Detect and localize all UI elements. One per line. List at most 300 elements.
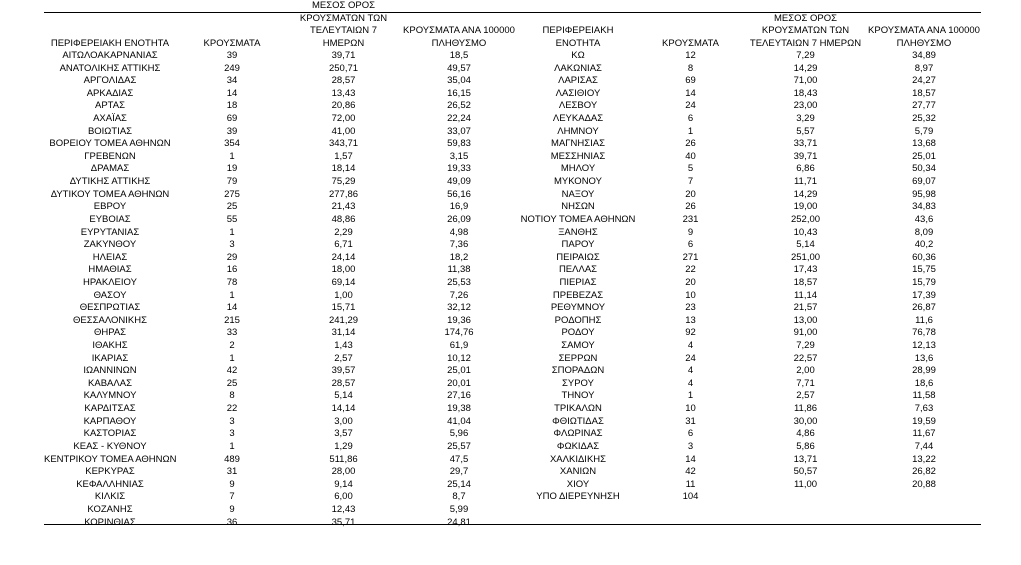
- per100k-cell: 3,15: [449, 150, 469, 162]
- per100k-cell: 47,5: [449, 453, 469, 465]
- table-row: [519, 189, 981, 202]
- per100k-cell: 26,52: [447, 100, 471, 112]
- cases-cell: 16: [226, 264, 238, 276]
- region-cell: ΚΑΡΔΙΤΣΑΣ: [84, 403, 136, 415]
- region-header: ΠΕΡΙΦΕΡΕΙΑΚΗ ΕΝΟΤΗΤΑ: [50, 37, 170, 49]
- table-row: [44, 100, 519, 113]
- avg7-cell: 72,00: [331, 113, 356, 125]
- table-row: [44, 390, 519, 403]
- avg7-cell: 19,00: [793, 201, 818, 213]
- region-cell: ΧΑΛΚΙΔΙΚΗΣ: [549, 453, 607, 465]
- per100k-cell: 7,36: [449, 239, 469, 251]
- per100k-cell: 11,67: [912, 428, 936, 440]
- table-row: [44, 491, 519, 504]
- per100k-cell: 19,38: [447, 403, 471, 415]
- avg7-cell: 343,71: [328, 138, 359, 150]
- per100k-cell: 5,96: [449, 428, 469, 440]
- cases-cell: 1: [687, 125, 694, 137]
- avg7-cell: 9,14: [334, 478, 353, 490]
- cases-cell: 29: [226, 251, 238, 263]
- cases-cell: 31: [685, 415, 696, 427]
- cases-cell: 249: [224, 62, 240, 74]
- cases-cell: 4: [687, 377, 694, 389]
- avg7-cell: 41,00: [331, 125, 356, 137]
- cases-cell: 36: [226, 516, 238, 528]
- table-row: [519, 63, 981, 76]
- region-cell: ΡΟΔΟΠΗΣ: [554, 314, 602, 326]
- cases-cell: 39: [226, 125, 238, 137]
- region-cell: ΣΕΡΡΩΝ: [558, 352, 598, 364]
- avg7-cell: 7,29: [796, 340, 815, 352]
- avg7-cell: 31,14: [331, 327, 356, 339]
- table-row: [519, 126, 981, 139]
- table-row: [44, 113, 519, 126]
- table-row: [519, 214, 981, 227]
- per100k-cell: 76,78: [912, 327, 936, 339]
- cases-cell: 13: [685, 314, 696, 326]
- cases-cell: 215: [224, 314, 240, 326]
- cases-cell: 25: [226, 377, 238, 389]
- region-cell: ΗΡΑΚΛΕΙΟΥ: [83, 276, 137, 288]
- cases-cell: 1: [229, 289, 235, 301]
- per100k-cell: 26,82: [912, 466, 936, 478]
- table-row: [519, 176, 981, 189]
- per100k-cell: 7,63: [914, 403, 934, 415]
- avg7-cell: 75,29: [331, 176, 356, 188]
- avg7-cell: 28,57: [331, 377, 356, 389]
- table-row: [519, 163, 981, 176]
- region-cell: ΙΩΑΝΝΙΝΩΝ: [83, 365, 137, 377]
- region-cell: ΚΕΦΑΛΛΗΝΙΑΣ: [76, 478, 144, 490]
- per100k-cell: 25,01: [447, 365, 471, 377]
- per100k-cell: 11,38: [447, 264, 471, 276]
- region-cell: ΠΑΡΟΥ: [561, 239, 595, 251]
- region-cell: ΖΑΚΥΝΘΟΥ: [83, 239, 137, 251]
- avg7-cell: 2,29: [334, 226, 353, 238]
- cases-cell: 1: [229, 150, 235, 162]
- cases-cell: 12: [685, 50, 696, 61]
- per100k-cell: 61,9: [449, 340, 469, 352]
- avg7-cell: 21,43: [331, 201, 356, 213]
- table-row: [44, 315, 519, 328]
- region-cell: ΦΛΩΡΙΝΑΣ: [553, 428, 603, 440]
- per100k-cell: 5,79: [914, 125, 934, 137]
- cases-cell: 3: [229, 428, 235, 440]
- avg7-cell: 1,57: [334, 150, 353, 162]
- cases-cell: 3: [687, 440, 694, 452]
- per100k-cell: 33,07: [447, 125, 471, 137]
- table-row: [519, 353, 981, 366]
- table-row: [44, 290, 519, 303]
- table-row: [44, 403, 519, 416]
- per100k-cell: 18,57: [912, 87, 936, 99]
- per100k-cell: 8,97: [914, 62, 934, 74]
- per100k-header: ΚΡΟΥΣΜΑΤΑ ΑΝΑ 100000 ΠΛΗΘΥΣΜΟ: [868, 25, 980, 49]
- table-row: [519, 428, 981, 441]
- region-cell: ΦΩΚΙΔΑΣ: [556, 440, 600, 452]
- region-cell: ΙΘΑΚΗΣ: [92, 340, 128, 352]
- table-row: [44, 201, 519, 214]
- table-row: [44, 88, 519, 101]
- per100k-cell: 29,7: [449, 466, 469, 478]
- table-body: [44, 50, 519, 529]
- table-row: [44, 353, 519, 366]
- cases-cell: 14: [685, 87, 696, 99]
- table-row: [44, 466, 519, 479]
- avg7-cell: 1,29: [334, 440, 353, 452]
- table-row: [519, 403, 981, 416]
- avg7-cell: 7,29: [796, 50, 815, 61]
- region-cell: ΜΗΛΟΥ: [560, 163, 596, 175]
- region-cell: ΣΑΜΟΥ: [561, 340, 595, 352]
- region-cell: ΝΟΤΙΟΥ ΤΟΜΕΑ ΑΘΗΝΩΝ: [520, 213, 636, 225]
- table-row: [519, 252, 981, 265]
- table-row: [44, 151, 519, 164]
- region-cell: ΜΥΚΟΝΟΥ: [554, 176, 602, 188]
- per100k-cell: [867, 491, 981, 504]
- avg7-cell: 39,71: [793, 150, 818, 162]
- per100k-cell: 35,04: [447, 75, 471, 87]
- per100k-cell: 27,77: [912, 100, 936, 112]
- per100k-cell: 4,98: [449, 226, 469, 238]
- per100k-cell: 13,22: [912, 453, 936, 465]
- table-row: [519, 50, 981, 63]
- cases-cell: 4: [687, 365, 694, 377]
- table-row: [44, 50, 519, 63]
- region-cell: ΚΕΡΚΥΡΑΣ: [85, 466, 135, 478]
- per100k-cell: 18,5: [449, 50, 469, 61]
- cases-cell: 40: [685, 150, 696, 162]
- cases-cell: 2: [229, 340, 235, 352]
- avg7-cell: 6,86: [796, 163, 815, 175]
- per100k-cell: 19,59: [912, 415, 936, 427]
- cases-cell: 271: [682, 251, 699, 263]
- cases-cell: 55: [226, 213, 238, 225]
- table-row: [44, 239, 519, 252]
- region-cell: ΔΥΤΙΚΗΣ ΑΤΤΙΚΗΣ: [69, 176, 151, 188]
- table-row: [44, 277, 519, 290]
- region-cell: ΛΑΚΩΝΙΑΣ: [554, 62, 602, 74]
- avg7-cell: 18,43: [793, 87, 818, 99]
- table-row: [519, 239, 981, 252]
- avg7-cell: 30,00: [793, 415, 818, 427]
- per100k-cell: 15,75: [912, 264, 936, 276]
- region-cell: ΠΙΕΡΙΑΣ: [559, 276, 597, 288]
- avg7-cell: 13,00: [793, 314, 818, 326]
- cases-cell: 33: [226, 327, 238, 339]
- cases-cell: 22: [685, 264, 696, 276]
- per100k-cell: 18,2: [449, 251, 469, 263]
- table-row: [519, 365, 981, 378]
- table-row: [519, 454, 981, 467]
- avg7-cell: 48,86: [331, 213, 356, 225]
- table-row: [44, 479, 519, 492]
- cases-cell: 4: [687, 340, 694, 352]
- avg7-header: ΜΕΣΟΣ ΟΡΟΣ ΚΡΟΥΣΜΑΤΩΝ ΤΩΝ ΤΕΛΕΥΤΑΙΩΝ 7 ΗΜΕΡΩΝ: [749, 12, 862, 49]
- cases-cell: 104: [682, 491, 699, 503]
- per100k-cell: 15,79: [912, 276, 936, 288]
- avg7-cell: 17,43: [793, 264, 818, 276]
- region-cell: ΡΟΔΟΥ: [561, 327, 595, 339]
- region-cell: ΒΟΡΕΙΟΥ ΤΟΜΕΑ ΑΘΗΝΩΝ: [49, 138, 171, 150]
- region-cell: ΚΑΛΥΜΝΟΥ: [83, 390, 137, 402]
- table-row: [44, 189, 519, 202]
- avg7-cell: 13,71: [793, 453, 818, 465]
- cases-cell: 275: [224, 188, 240, 200]
- per100k-cell: 12,13: [912, 340, 936, 352]
- table-row: [44, 504, 519, 517]
- avg7-cell: 35,71: [331, 516, 356, 528]
- per100k-cell: 24,27: [912, 75, 936, 87]
- table-row: [519, 315, 981, 328]
- cases-cell: 26: [685, 201, 696, 213]
- region-cell: ΚΩ: [571, 50, 585, 61]
- region-cell: ΜΑΓΝΗΣΙΑΣ: [551, 138, 605, 150]
- region-cell: ΓΡΕΒΕΝΩΝ: [84, 150, 136, 162]
- region-cell: ΗΛΕΙΑΣ: [92, 251, 128, 263]
- region-cell: ΝΗΣΩΝ: [561, 201, 595, 213]
- cases-cell: 69: [226, 113, 238, 125]
- per100k-cell: 8,09: [914, 226, 934, 238]
- cases-cell: 24: [685, 352, 696, 364]
- per100k-cell: 25,32: [912, 113, 936, 125]
- table-row: [519, 138, 981, 151]
- cases-cell: 3: [229, 239, 235, 251]
- avg7-cell: 7,71: [796, 377, 815, 389]
- per100k-cell: 50,34: [912, 163, 936, 175]
- per100k-header: ΚΡΟΥΣΜΑΤΑ ΑΝΑ 100000 ΠΛΗΘΥΣΜΟ: [403, 25, 515, 49]
- per100k-cell: 17,39: [912, 289, 936, 301]
- cases-cell: 1: [229, 440, 235, 452]
- per100k-cell: 69,07: [912, 176, 936, 188]
- region-cell: ΘΕΣΣΑΛΟΝΙΚΗΣ: [73, 314, 147, 326]
- cases-cell: 231: [682, 213, 699, 225]
- avg7-cell: 14,29: [793, 188, 818, 200]
- table-row: [44, 264, 519, 277]
- avg7-cell: 250,71: [328, 62, 359, 74]
- per100k-cell: 16,15: [447, 87, 471, 99]
- region-cell: ΣΥΡΟΥ: [562, 377, 594, 389]
- table-row: [44, 428, 519, 441]
- avg7-cell: 3,57: [334, 428, 353, 440]
- cases-cell: 7: [229, 491, 235, 503]
- avg7-cell: 6,00: [334, 491, 353, 503]
- region-cell: ΛΕΥΚΑΔΑΣ: [552, 113, 604, 125]
- per100k-cell: 20,88: [912, 478, 936, 490]
- region-cell: ΘΕΣΠΡΩΤΙΑΣ: [79, 302, 141, 314]
- avg7-cell: 5,86: [796, 440, 815, 452]
- region-cell: ΜΕΣΣΗΝΙΑΣ: [550, 150, 606, 162]
- per100k-cell: 34,89: [912, 50, 936, 61]
- avg7-cell: 50,57: [793, 466, 818, 478]
- table-row: [44, 454, 519, 467]
- region-cell: ΑΙΤΩΛΟΑΚΑΡΝΑΝΙΑΣ: [62, 50, 158, 61]
- cases-cell: 25: [226, 201, 238, 213]
- avg7-cell: 14,14: [331, 403, 356, 415]
- per100k-cell: 26,87: [912, 302, 936, 314]
- avg7-cell: 511,86: [329, 453, 358, 465]
- avg7-cell: 277,86: [328, 188, 359, 200]
- region-cell: ΚΟΡΙΝΘΙΑΣ: [84, 516, 136, 528]
- region-cell: ΚΑΒΑΛΑΣ: [88, 377, 132, 389]
- cases-cell: 1: [687, 390, 694, 402]
- per100k-cell: 24,81: [447, 516, 471, 528]
- per100k-cell: 25,01: [912, 150, 936, 162]
- avg7-cell: 5,14: [796, 239, 815, 251]
- table-row: [519, 491, 981, 504]
- avg7-cell: 6,71: [334, 239, 353, 251]
- table-row: [44, 416, 519, 429]
- table-row: [44, 340, 519, 353]
- cases-cell: 20: [685, 188, 696, 200]
- region-cell: ΚΙΛΚΙΣ: [94, 491, 126, 503]
- region-cell: ΚΕΑΣ - ΚΥΘΝΟΥ: [73, 440, 147, 452]
- cases-cell: 14: [226, 302, 238, 314]
- table-row: [44, 227, 519, 240]
- table-body: [519, 50, 981, 504]
- table-row: [44, 378, 519, 391]
- table-row: [519, 201, 981, 214]
- cases-cell: 8: [687, 62, 694, 74]
- avg7-cell: 20,86: [331, 100, 356, 112]
- table-row: [44, 214, 519, 227]
- avg7-cell: 39,57: [331, 365, 356, 377]
- region-cell: ΤΗΝΟΥ: [561, 390, 595, 402]
- avg7-cell: 2,00: [796, 365, 815, 377]
- region-cell: ΘΗΡΑΣ: [93, 327, 127, 339]
- table-row: [519, 479, 981, 492]
- per100k-cell: 32,12: [447, 302, 471, 314]
- table-row: [519, 264, 981, 277]
- table-row: [519, 75, 981, 88]
- region-cell: ΠΡΕΒΕΖΑΣ: [552, 289, 604, 301]
- avg7-cell: 251,00: [790, 251, 821, 263]
- per100k-cell: 8,7: [452, 491, 466, 503]
- per100k-cell: 28,99: [912, 365, 936, 377]
- cases-cell: 10: [685, 289, 696, 301]
- avg7-cell: 11,71: [793, 176, 818, 188]
- per100k-cell: 7,44: [914, 440, 934, 452]
- avg7-cell: 4,86: [796, 428, 815, 440]
- table-row: [519, 378, 981, 391]
- per100k-cell: 49,57: [447, 62, 471, 74]
- region-cell: ΑΡΚΑΔΙΑΣ: [86, 87, 134, 99]
- cases-header: ΚΡΟΥΣΜΑΤΑ: [203, 37, 261, 49]
- cases-cell: 1: [229, 352, 235, 364]
- avg7-cell: 28,57: [331, 75, 356, 87]
- region-cell: ΚΑΣΤΟΡΙΑΣ: [83, 428, 137, 440]
- per100k-cell: 56,16: [447, 188, 471, 200]
- cases-cell: 8: [229, 390, 235, 402]
- table-row: [44, 126, 519, 139]
- avg7-cell: 5,14: [334, 390, 353, 402]
- avg7-cell: 14,29: [793, 62, 818, 74]
- avg7-cell: 3,29: [796, 113, 815, 125]
- table-row: [44, 75, 519, 88]
- avg7-cell: 241,29: [328, 314, 359, 326]
- cases-cell: 9: [229, 503, 235, 515]
- cases-cell: 6: [687, 239, 694, 251]
- cases-cell: 24: [685, 100, 696, 112]
- region-cell: ΗΜΑΘΙΑΣ: [88, 264, 132, 276]
- region-cell: ΥΠΟ ΔΙΕΡΕΥΝΗΣΗ: [536, 491, 620, 503]
- avg7-cell: 71,00: [793, 75, 818, 87]
- cases-cell: 14: [685, 453, 696, 465]
- region-cell: ΠΕΙΡΑΙΩΣ: [556, 251, 600, 263]
- region-cell: ΣΠΟΡΑΔΩΝ: [551, 365, 605, 377]
- table-row: [44, 176, 519, 189]
- table-row: [519, 88, 981, 101]
- table-row: [44, 138, 519, 151]
- cases-cell: 6: [687, 428, 694, 440]
- table-row: [44, 302, 519, 315]
- table-row: [519, 441, 981, 454]
- cases-cell: 78: [226, 276, 238, 288]
- region-cell: ΑΡΓΟΛΙΔΑΣ: [83, 75, 137, 87]
- cases-cell: 20: [685, 276, 696, 288]
- table-row: [519, 227, 981, 240]
- cases-cell: 22: [226, 403, 238, 415]
- avg7-cell: 91,00: [793, 327, 818, 339]
- table-row: [44, 441, 519, 454]
- region-cell: ΞΑΝΘΗΣ: [558, 226, 598, 238]
- avg7-cell: [744, 491, 867, 504]
- per100k-cell: 43,6: [914, 213, 934, 225]
- avg7-cell: 39,71: [331, 50, 356, 61]
- region-cell: ΔΥΤΙΚΟΥ ΤΟΜΕΑ ΑΘΗΝΩΝ: [50, 188, 170, 200]
- table-row: [44, 365, 519, 378]
- region-cell: ΕΒΡΟΥ: [93, 201, 127, 213]
- avg7-cell: 69,14: [331, 276, 356, 288]
- table-header: [44, 0, 519, 50]
- per100k-cell: 25,14: [447, 478, 471, 490]
- region-header: ΠΕΡΙΦΕΡΕΙΑΚΗ ΕΝΟΤΗΤΑ: [542, 25, 614, 49]
- avg7-cell: 15,71: [331, 302, 356, 314]
- per100k-cell: 41,04: [447, 415, 471, 427]
- table-row: [519, 466, 981, 479]
- per100k-cell: 13,6: [914, 352, 934, 364]
- per100k-cell: 59,83: [447, 138, 471, 150]
- region-cell: ΒΟΙΩΤΙΑΣ: [87, 125, 133, 137]
- per100k-cell: 7,26: [449, 289, 469, 301]
- avg7-cell: 3,00: [334, 415, 353, 427]
- region-cell: ΠΕΛΛΑΣ: [558, 264, 598, 276]
- region-cell: ΔΡΑΜΑΣ: [90, 163, 130, 175]
- cases-cell: 42: [685, 466, 696, 478]
- region-cell: ΛΗΜΝΟΥ: [557, 125, 599, 137]
- cases-cell: 14: [226, 87, 238, 99]
- per100k-cell: 25,57: [447, 440, 471, 452]
- table-row: [519, 113, 981, 126]
- per100k-cell: 5,99: [449, 503, 469, 515]
- avg7-header: ΜΕΣΟΣ ΟΡΟΣ ΚΡΟΥΣΜΑΤΩΝ ΤΩΝ ΤΕΛΕΥΤΑΙΩΝ 7 ΗΜΕΡΩΝ: [299, 0, 388, 49]
- cases-cell: 26: [685, 138, 696, 150]
- cases-cell: 31: [226, 466, 238, 478]
- table-row: [519, 151, 981, 164]
- avg7-cell: 11,86: [793, 403, 818, 415]
- cases-header: ΚΡΟΥΣΜΑΤΑ: [662, 37, 719, 49]
- cases-cell: 3: [229, 415, 235, 427]
- table-row: [44, 63, 519, 76]
- avg7-cell: 1,00: [334, 289, 353, 301]
- per100k-cell: 34,83: [912, 201, 936, 213]
- region-cell: ΑΧΑΪΑΣ: [93, 113, 127, 125]
- region-cell: ΦΘΙΩΤΙΔΑΣ: [552, 415, 604, 427]
- region-cell: ΕΥΒΟΙΑΣ: [89, 213, 131, 225]
- right-cases-table: [519, 12, 981, 504]
- cases-cell: 19: [226, 163, 238, 175]
- cases-cell: 23: [685, 302, 696, 314]
